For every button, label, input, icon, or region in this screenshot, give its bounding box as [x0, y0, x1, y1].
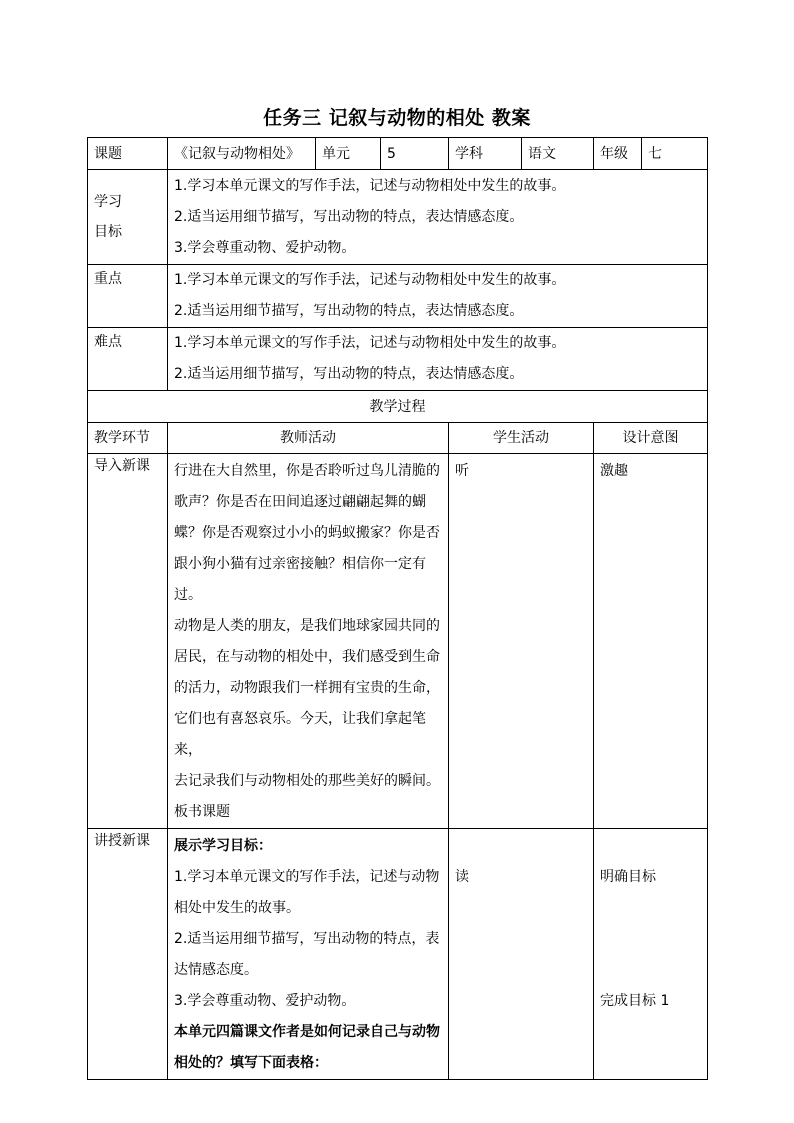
difficulties-row	[88, 328, 708, 391]
intro-line: 动物是人类的朋友，是我们地球家园共同的	[174, 618, 440, 634]
topic-label: 课题	[88, 138, 168, 170]
teach-intent-1: 明确目标	[600, 869, 656, 885]
intro-student-text: 听	[455, 463, 469, 479]
intro-line: 去记录我们与动物相处的那些美好的瞬间。	[174, 773, 440, 789]
teach-student-activity	[449, 829, 594, 1080]
objective-item: 3.学会尊重动物、爱护动物。	[174, 239, 356, 256]
intro-line: 居民，在与动物的相处中，我们感受到生命	[174, 649, 440, 665]
intro-line: 的活力，动物跟我们一样拥有宝贵的生命，	[174, 680, 440, 696]
teach-question-line: 本单元四篇课文作者是如何记录自己与动物	[174, 1024, 440, 1040]
col-header-intent: 设计意图	[594, 423, 708, 454]
col-header-stage: 教学环节	[88, 423, 168, 454]
teach-student-text: 读	[455, 869, 469, 885]
intro-line: 歌声？你是否在田间追逐过翩翩起舞的蝴	[174, 494, 426, 510]
objectives-content	[168, 170, 708, 265]
teach-teacher-activity	[168, 829, 449, 1080]
key-points-label: 重点	[88, 265, 168, 328]
intro-intent	[594, 454, 708, 829]
objective-item: 1.学习本单元课文的写作手法，记述与动物相处中发生的故事。	[174, 177, 566, 194]
teach-intent-2: 完成目标 1	[600, 993, 670, 1009]
difficulties-label: 难点	[88, 328, 168, 391]
teach-stage: 讲授新课	[88, 829, 168, 1080]
difficulty-item: 1.学习本单元课文的写作手法，记述与动物相处中发生的故事。	[174, 335, 566, 351]
col-header-teacher: 教师活动	[168, 423, 449, 454]
key-point-item: 1.学习本单元课文的写作手法，记述与动物相处中发生的故事。	[174, 272, 566, 288]
info-row	[88, 138, 708, 170]
objectives-label-line-1: 学习	[94, 194, 122, 210]
teach-line: 2.适当运用细节描写，写出动物的特点，表	[174, 931, 440, 947]
objectives-row	[88, 170, 708, 265]
key-point-item: 2.适当运用细节描写，写出动物的特点，表达情感态度。	[174, 303, 524, 319]
process-heading: 教学过程	[88, 391, 708, 423]
topic-value: 《记叙与动物相处》	[168, 138, 316, 170]
teach-row	[88, 829, 708, 1080]
difficulties-content	[168, 328, 708, 391]
intro-student-activity	[449, 454, 594, 829]
key-points-content	[168, 265, 708, 328]
objective-item: 2.适当运用细节描写，写出动物的特点，表达情感态度。	[174, 208, 524, 225]
unit-label: 单元	[316, 138, 381, 170]
process-header-row	[88, 423, 708, 454]
key-points-row	[88, 265, 708, 328]
page-title: 任务三 记叙与动物的相处 教案	[263, 107, 531, 129]
grade-label: 年级	[594, 138, 642, 170]
teach-heading: 展示学习目标：	[174, 838, 272, 854]
teach-line: 1.学习本单元课文的写作手法，记述与动物	[174, 869, 440, 885]
intro-line: 蝶？你是否观察过小小的蚂蚁搬家？你是否	[174, 525, 440, 541]
process-heading-row	[88, 391, 708, 423]
intro-line: 板书课题	[174, 804, 230, 820]
intro-line: 跟小狗小猫有过亲密接触？相信你一定有过。	[174, 556, 426, 603]
col-header-student: 学生活动	[449, 423, 594, 454]
teach-line: 达情感态度。	[174, 962, 258, 978]
teach-line: 3.学会尊重动物、爱护动物。	[174, 993, 356, 1009]
intro-row	[88, 454, 708, 829]
objectives-label-line-2: 目标	[94, 224, 122, 240]
difficulty-item: 2.适当运用细节描写，写出动物的特点，表达情感态度。	[174, 366, 524, 382]
subject-label: 学科	[449, 138, 522, 170]
grade-value: 七	[642, 138, 708, 170]
intro-stage: 导入新课	[88, 454, 168, 829]
lesson-plan-table	[87, 137, 708, 1080]
teach-question-line: 相处的？填写下面表格：	[174, 1055, 328, 1071]
objectives-label	[88, 170, 168, 265]
teach-intent	[594, 829, 708, 1080]
teach-line: 相处中发生的故事。	[174, 900, 300, 916]
unit-value: 5	[381, 138, 449, 170]
intro-line: 它们也有喜怒哀乐。今天，让我们拿起笔来，	[174, 711, 426, 758]
intro-teacher-activity	[168, 454, 449, 829]
intro-intent-text: 激趣	[600, 463, 628, 479]
subject-value: 语文	[522, 138, 594, 170]
intro-line: 行进在大自然里，你是否聆听过鸟儿清脆的	[174, 463, 440, 479]
